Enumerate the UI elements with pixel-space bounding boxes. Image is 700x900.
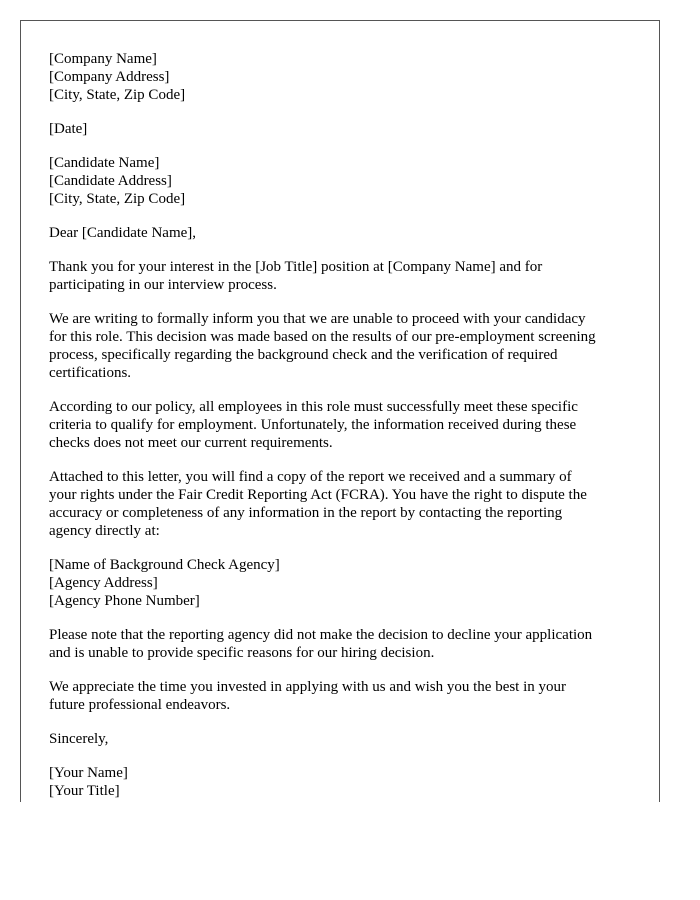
date-block	[49, 120, 637, 138]
paragraph-line: Please note that the reporting agency did not make the decision to decline your application	[49, 627, 593, 643]
sender-city-state-zip: [City, State, Zip Code]	[49, 87, 186, 103]
signature-title: [Your Title]	[49, 783, 120, 799]
salutation-text: Dear [Candidate Name],	[49, 225, 197, 241]
paragraph-line: your rights under the Fair Credit Reporting Act (FCRA). You have the right to dispute the	[49, 487, 587, 503]
paragraph-line: participating in our interview process.	[49, 277, 277, 293]
agency-address-block	[49, 556, 637, 610]
paragraph-agency-note	[49, 626, 637, 662]
agency-name: [Name of Background Check Agency]	[49, 557, 280, 573]
signature-block	[49, 764, 637, 800]
recipient-name: [Candidate Name]	[49, 155, 160, 171]
paragraph-line: agency directly at:	[49, 523, 160, 539]
paragraph-line: and is unable to provide specific reasons for our hiring decision.	[49, 645, 435, 661]
letter-page	[20, 20, 660, 802]
paragraph-line: Thank you for your interest in the [Job Title] position at [Company Name] and for	[49, 259, 543, 275]
paragraph-line: certifications.	[49, 365, 132, 381]
recipient-address-block	[49, 154, 637, 208]
letter-body	[49, 50, 637, 816]
paragraph-line: We are writing to formally inform you that we are unable to proceed with your candidacy	[49, 311, 586, 327]
signature-name: [Your Name]	[49, 765, 128, 781]
paragraph-interest	[49, 258, 637, 294]
paragraph-line: According to our policy, all employees in this role must successfully meet these specific	[49, 399, 578, 415]
paragraph-rights	[49, 468, 637, 540]
sender-company-name: [Company Name]	[49, 51, 157, 67]
closing	[49, 730, 637, 748]
agency-phone: [Agency Phone Number]	[49, 593, 200, 609]
sender-address-block	[49, 50, 637, 104]
paragraph-line: future professional endeavors.	[49, 697, 231, 713]
paragraph-line: criteria to qualify for employment. Unfortunately, the information received during these	[49, 417, 577, 433]
recipient-address: [Candidate Address]	[49, 173, 172, 189]
paragraph-line: checks does not meet our current requirements.	[49, 435, 333, 451]
paragraph-policy	[49, 398, 637, 452]
letter-date: [Date]	[49, 121, 88, 137]
recipient-city-state-zip: [City, State, Zip Code]	[49, 191, 186, 207]
closing-text: Sincerely,	[49, 731, 109, 747]
agency-address: [Agency Address]	[49, 575, 158, 591]
paragraph-decision	[49, 310, 637, 382]
paragraph-line: We appreciate the time you invested in applying with us and wish you the best in your	[49, 679, 567, 695]
paragraph-line: process, specifically regarding the background check and the verification of required	[49, 347, 558, 363]
sender-company-address: [Company Address]	[49, 69, 170, 85]
paragraph-line: accuracy or completeness of any information in the report by contacting the reporting	[49, 505, 563, 521]
paragraph-appreciation	[49, 678, 637, 714]
paragraph-line: for this role. This decision was made based on the results of our pre-employment screening	[49, 329, 596, 345]
salutation	[49, 224, 637, 242]
paragraph-line: Attached to this letter, you will find a copy of the report we received and a summary of	[49, 469, 572, 485]
